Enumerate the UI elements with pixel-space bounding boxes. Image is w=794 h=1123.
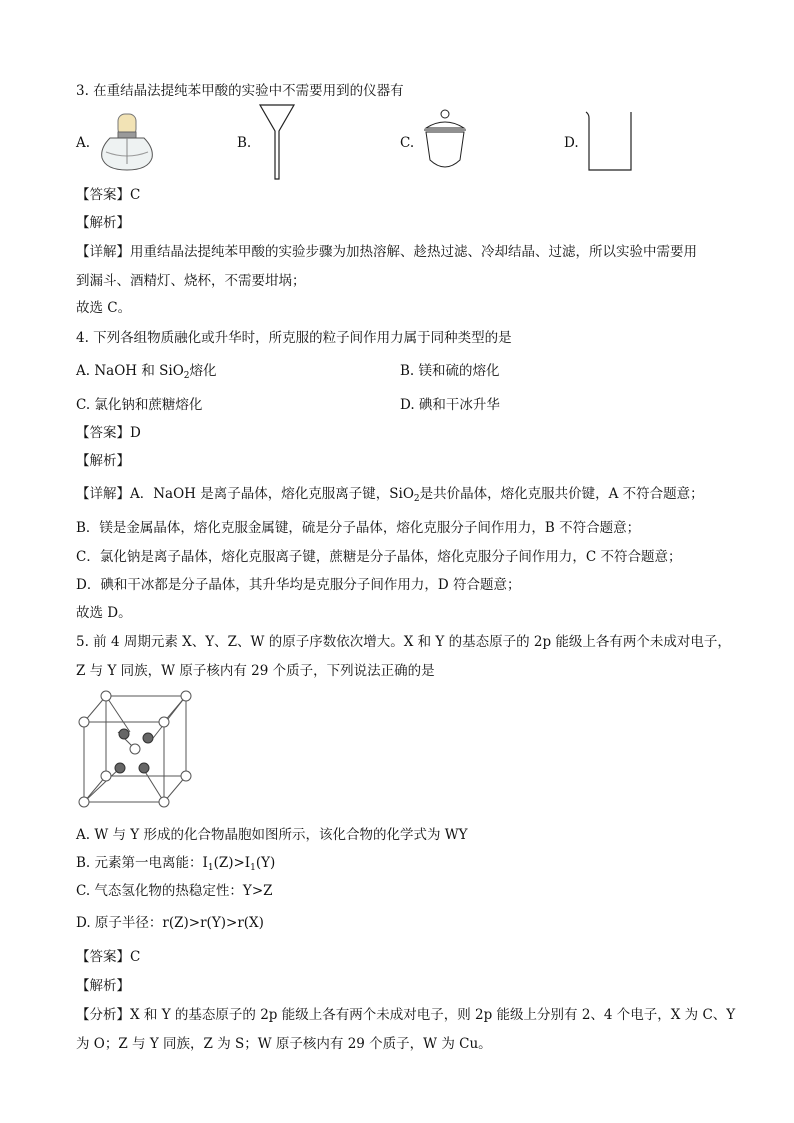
- funnel-icon: [258, 103, 296, 181]
- q5-analysis-line-1: 【分析】X 和 Y 的基态原子的 2p 能级上各有两个未成对电子，则 2p 能级上分别有 2、4 个电子，X 为 C、Y: [76, 1007, 736, 1023]
- q5-analysis-line-2: 为 O；Z 与 Y 同族，Z 为 S；W 原子核内有 29 个质子，W 为 Cu。: [76, 1036, 492, 1052]
- q4-conclusion: 故选 D。: [76, 605, 132, 621]
- q4-detail-line-b: B．镁是金属晶体，熔化克服金属键，硫是分子晶体，熔化克服分子间作用力，B 不符合题意；: [76, 520, 641, 536]
- q4-option-a-text: A. NaOH 和: [76, 363, 155, 379]
- q5-option-b-prefix: B. 元素第一电离能：I: [76, 855, 208, 871]
- q5-option-b: [76, 854, 275, 877]
- q4-option-a-suffix: 熔化: [189, 363, 217, 379]
- q3-answer: 【答案】C: [76, 187, 141, 203]
- q5-stem-line-1: 5. 前 4 周期元素 X、Y、Z、W 的原子序数依次增大。X 和 Y 的基态原子的 2p 能级上各有两个未成对电子，: [76, 634, 731, 650]
- beaker-icon: [584, 110, 636, 174]
- q4-answer: 【答案】D: [76, 425, 141, 441]
- q4-option-d: D. 碘和干冰升华: [400, 397, 500, 413]
- q5-stem-line-2: Z 与 Y 同族，W 原子核内有 29 个质子，下列说法正确的是: [76, 663, 435, 679]
- q5-analysis-heading: 【解析】: [76, 978, 130, 994]
- q4-detail-suffix: 是共价晶体，熔化克服共价键，A 不符合题意；: [419, 486, 704, 502]
- alcohol-lamp-icon: [96, 108, 158, 174]
- subscript-1: 1: [250, 863, 256, 873]
- q3-option-d-label: D.: [564, 135, 579, 151]
- q4-detail-line-c: C．氯化钠是离子晶体，熔化克服离子键，蔗糖是分子晶体，熔化克服分子间作用力，C 不符合题意；: [76, 549, 682, 565]
- sio2-formula: [159, 363, 189, 379]
- q4-stem: 4. 下列各组物质融化或升华时，所克服的粒子间作用力属于同种类型的是: [76, 330, 512, 346]
- q3-option-c-label: C.: [400, 135, 415, 151]
- q3-detail-line-2: 到漏斗、酒精灯、烧杯，不需要坩埚；: [76, 273, 306, 289]
- subscript-1: 1: [207, 863, 214, 873]
- q4-detail-line-1: [76, 485, 704, 508]
- q4-detail-line-d: D．碘和干冰都是分子晶体，其升华均是克服分子间作用力，D 符合题意；: [76, 577, 521, 593]
- q5-option-b-suffix: (Y): [255, 855, 276, 871]
- q5-option-d: D. 原子半径：r(Z)>r(Y)>r(X): [76, 915, 264, 931]
- q3-option-a-label: A.: [76, 135, 91, 151]
- q4-option-c: C. 氯化钠和蔗糖熔化: [76, 397, 203, 413]
- crucible-icon: [420, 108, 470, 174]
- q4-option-b: B. 镁和硫的熔化: [400, 363, 500, 379]
- q3-detail-line-1: 【详解】用重结晶法提纯苯甲酸的实验步骤为加热溶解、趁热过滤、冷却结晶、过滤，所以实验中需要用: [76, 244, 697, 260]
- formula-subscript: 2: [183, 371, 190, 381]
- q3-option-b-label: B.: [237, 135, 252, 151]
- q4-option-a: [76, 362, 217, 385]
- formula-subscript: 2: [413, 494, 420, 504]
- crystal-cell-figure: [76, 688, 196, 814]
- q3-stem: 3. 在重结晶法提纯苯甲酸的实验中不需要用到的仪器有: [76, 83, 404, 99]
- q5-option-b-middle: (Z)>I: [213, 855, 251, 871]
- formula-sio: SiO: [159, 363, 184, 379]
- q3-analysis-heading: 【解析】: [76, 215, 130, 231]
- q3-conclusion: 故选 C。: [76, 300, 132, 316]
- q5-option-c: C. 气态氢化物的热稳定性：Y>Z: [76, 883, 273, 899]
- q4-analysis-heading: 【解析】: [76, 453, 130, 469]
- q5-option-a: A. W 与 Y 形成的化合物晶胞如图所示，该化合物的化学式为 WY: [76, 827, 468, 843]
- formula-sio: SiO: [389, 486, 414, 502]
- q5-answer: 【答案】C: [76, 949, 141, 965]
- q4-detail-prefix: 【详解】A．NaOH 是离子晶体，熔化克服离子键，: [76, 486, 390, 502]
